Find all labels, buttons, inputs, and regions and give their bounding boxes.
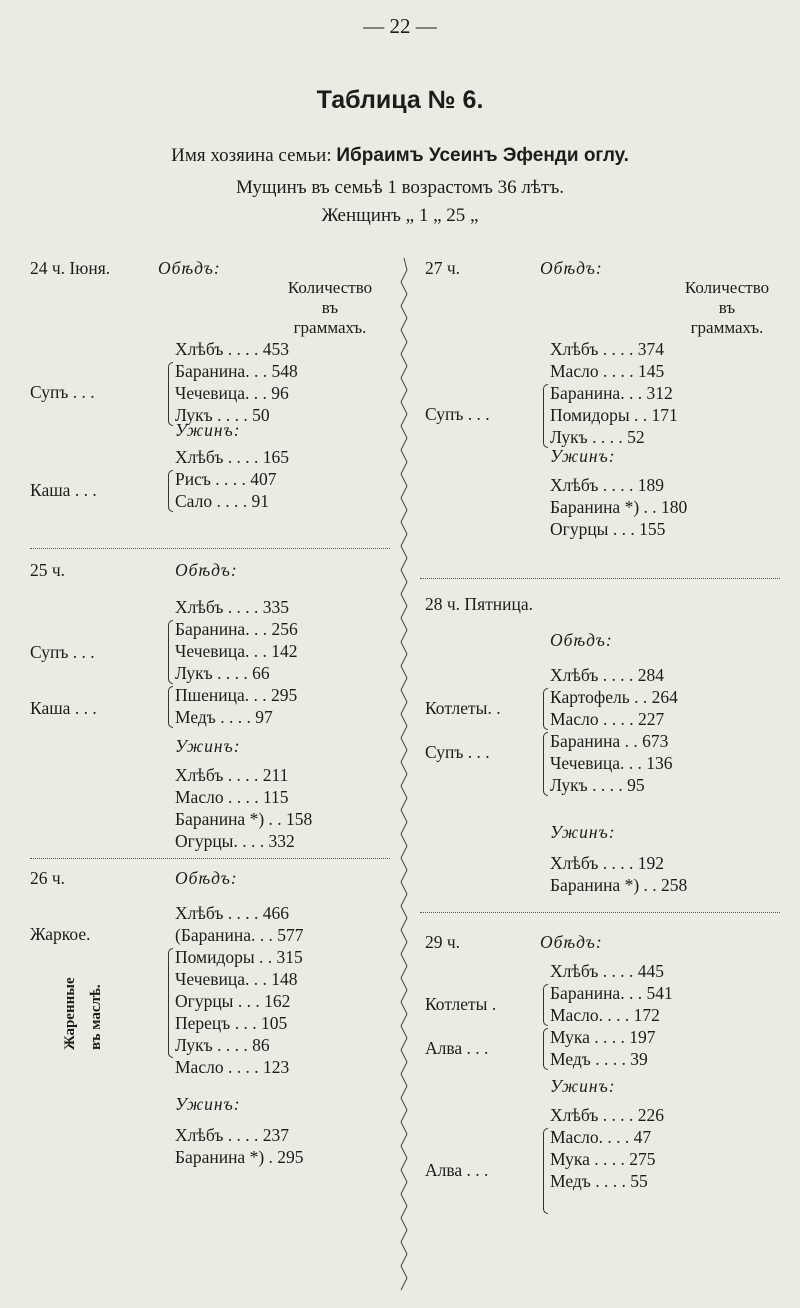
items-24 bbox=[175, 338, 298, 426]
obed-26: Обѣдъ: bbox=[175, 868, 238, 888]
soup-label-25: Супъ . . . bbox=[30, 642, 95, 662]
uzhin-29: Ужинъ: bbox=[550, 1076, 616, 1096]
brace bbox=[543, 732, 548, 796]
date-27: 27 ч. bbox=[425, 258, 461, 278]
list-item: Баранина. . . 541 bbox=[550, 983, 673, 1003]
list-item: Медъ . . . . 55 bbox=[550, 1171, 648, 1191]
uzhin-items-25 bbox=[175, 764, 312, 852]
separator bbox=[420, 578, 780, 579]
brace bbox=[543, 384, 548, 448]
obed-29: Обѣдъ: bbox=[540, 932, 603, 952]
alva-label-29-uzhin: Алва . . . bbox=[425, 1160, 489, 1180]
items-28 bbox=[550, 664, 678, 796]
list-item: Хлѣбъ . . . . 237 bbox=[175, 1125, 290, 1145]
list-item: Помидоры . . 171 bbox=[550, 405, 678, 425]
list-item: Баранина *) . . 158 bbox=[175, 809, 313, 829]
items-29 bbox=[550, 960, 673, 1070]
list-item: Хлѣбъ . . . . 192 bbox=[550, 853, 665, 873]
list-item: Рисъ . . . . 407 bbox=[175, 469, 277, 489]
separator bbox=[420, 912, 780, 913]
list-item: Мука . . . . 275 bbox=[550, 1149, 656, 1169]
uzhin-26: Ужинъ: bbox=[175, 1094, 241, 1114]
list-item: Хлѣбъ . . . . 453 bbox=[175, 339, 290, 359]
obed-28: Обѣдъ: bbox=[550, 630, 613, 650]
list-item: Пшеница. . . 295 bbox=[175, 685, 298, 705]
brace bbox=[543, 984, 548, 1026]
date-26: 26 ч. bbox=[30, 868, 66, 888]
soup-label-27: Супъ . . . bbox=[425, 404, 490, 424]
date-24: 24 ч. Іюня. bbox=[30, 258, 111, 278]
column-divider bbox=[399, 258, 409, 1298]
qty-header-right: Количество въ граммахъ. bbox=[684, 278, 770, 337]
list-item: Лукъ . . . . 50 bbox=[175, 405, 270, 425]
date-28: 28 ч. Пятница. bbox=[425, 594, 533, 614]
list-item: Огурцы . . . 155 bbox=[550, 519, 666, 539]
list-item: Хлѣбъ . . . . 374 bbox=[550, 339, 665, 359]
obed-25: Обѣдъ: bbox=[175, 560, 238, 580]
kasha-label-25: Каша . . . bbox=[30, 698, 97, 718]
date-29: 29 ч. bbox=[425, 932, 461, 952]
list-item: Хлѣбъ . . . . 284 bbox=[550, 665, 665, 685]
obed-27: Обѣдъ: bbox=[540, 258, 603, 278]
list-item: Чечевица. . . 136 bbox=[550, 753, 673, 773]
separator bbox=[30, 858, 390, 859]
page-number: — 22 — bbox=[363, 14, 437, 38]
list-item: Масло . . . . 115 bbox=[175, 787, 289, 807]
list-item: Баранина. . . 312 bbox=[550, 383, 673, 403]
list-item: Масло. . . . 47 bbox=[550, 1127, 652, 1147]
items-25 bbox=[175, 596, 298, 728]
list-item: Лукъ . . . . 86 bbox=[175, 1035, 270, 1055]
brace bbox=[168, 948, 173, 1058]
list-item: Хлѣбъ . . . . 165 bbox=[175, 447, 290, 467]
uzhin-items-29 bbox=[550, 1104, 664, 1192]
vertical-label-zharennye: Жаренные bbox=[62, 977, 78, 1050]
uzhin-items-24 bbox=[175, 446, 289, 512]
brace bbox=[168, 362, 173, 426]
list-item: Чечевица. . . 96 bbox=[175, 383, 289, 403]
list-item: Лукъ . . . . 66 bbox=[175, 663, 270, 683]
uzhin-28: Ужинъ: bbox=[550, 822, 616, 842]
kasha-label-24: Каша . . . bbox=[30, 480, 97, 500]
qty-header-left: Количество въ граммахъ. bbox=[287, 278, 373, 337]
header-line-2: Мущинъ въ семьѣ 1 возрастомъ 36 лѣтъ. bbox=[235, 177, 565, 198]
header-line-3: Женщинъ „ 1 „ 25 „ bbox=[321, 205, 479, 226]
list-item: Чечевица. . . 142 bbox=[175, 641, 298, 661]
list-item: Масло . . . . 123 bbox=[175, 1057, 290, 1077]
obed-24: Обѣдъ: bbox=[158, 258, 221, 278]
list-item: Хлѣбъ . . . . 189 bbox=[550, 475, 665, 495]
list-item: Медъ . . . . 39 bbox=[550, 1049, 648, 1069]
list-item: Чечевица. . . 148 bbox=[175, 969, 298, 989]
list-item: Баранина *) . . 258 bbox=[550, 875, 688, 895]
list-item: Масло. . . . 172 bbox=[550, 1005, 660, 1025]
items-27 bbox=[550, 338, 678, 448]
alva-label-29: Алва . . . bbox=[425, 1038, 489, 1058]
list-item: Лукъ . . . . 52 bbox=[550, 427, 645, 447]
kotlety-label-29: Котлеты . bbox=[425, 994, 497, 1014]
separator bbox=[30, 548, 390, 549]
list-item: Баранина . . 673 bbox=[550, 731, 669, 751]
list-item: Лукъ . . . . 95 bbox=[550, 775, 645, 795]
list-item: (Баранина. . . 577 bbox=[175, 925, 304, 945]
vertical-label-v-masle: въ маслѣ. bbox=[88, 984, 104, 1050]
brace bbox=[543, 688, 548, 730]
uzhin-items-28 bbox=[550, 852, 687, 896]
zharkoe-label: Жаркое. bbox=[30, 924, 91, 944]
uzhin-27: Ужинъ: bbox=[550, 446, 616, 466]
uzhin-items-26 bbox=[175, 1124, 304, 1168]
list-item: Мука . . . . 197 bbox=[550, 1027, 656, 1047]
list-item: Огурцы. . . . 332 bbox=[175, 831, 295, 851]
list-item: Перецъ . . . 105 bbox=[175, 1013, 288, 1033]
list-item: Огурцы . . . 162 bbox=[175, 991, 291, 1011]
brace bbox=[543, 1028, 548, 1070]
list-item: Масло . . . . 145 bbox=[550, 361, 665, 381]
uzhin-items-27 bbox=[550, 474, 687, 540]
list-item: Баранина *) . . 180 bbox=[550, 497, 688, 517]
kotlety-label-28: Котлеты. . bbox=[425, 698, 501, 718]
list-item: Хлѣбъ . . . . 445 bbox=[550, 961, 665, 981]
soup-label-24: Супъ . . . bbox=[30, 382, 95, 402]
soup-label-28: Супъ . . . bbox=[425, 742, 490, 762]
uzhin-25: Ужинъ: bbox=[175, 736, 241, 756]
right-column bbox=[410, 0, 800, 1308]
list-item: Хлѣбъ . . . . 335 bbox=[175, 597, 290, 617]
items-26 bbox=[175, 902, 304, 1078]
uzhin-24: Ужинъ: bbox=[175, 420, 241, 440]
list-item: Сало . . . . 91 bbox=[175, 491, 269, 511]
header-owner-label: Имя хозяина семьи: bbox=[171, 145, 332, 166]
list-item: Медъ . . . . 97 bbox=[175, 707, 273, 727]
table-title: Таблица № 6. bbox=[316, 86, 484, 114]
list-item: Хлѣбъ . . . . 226 bbox=[550, 1105, 665, 1125]
list-item: Помидоры . . 315 bbox=[175, 947, 303, 967]
list-item: Масло . . . . 227 bbox=[550, 709, 665, 729]
header-owner-name: Ибраимъ Усеинъ Эфенди оглу. bbox=[336, 145, 629, 166]
list-item: Баранина *) . 295 bbox=[175, 1147, 304, 1167]
brace bbox=[168, 470, 173, 512]
list-item: Баранина. . . 548 bbox=[175, 361, 298, 381]
list-item: Баранина. . . 256 bbox=[175, 619, 298, 639]
date-25: 25 ч. bbox=[30, 560, 66, 580]
brace bbox=[168, 686, 173, 728]
brace bbox=[168, 620, 173, 684]
list-item: Хлѣбъ . . . . 211 bbox=[175, 765, 289, 785]
brace bbox=[543, 1128, 548, 1214]
list-item: Хлѣбъ . . . . 466 bbox=[175, 903, 290, 923]
list-item: Картофель . . 264 bbox=[550, 687, 678, 707]
